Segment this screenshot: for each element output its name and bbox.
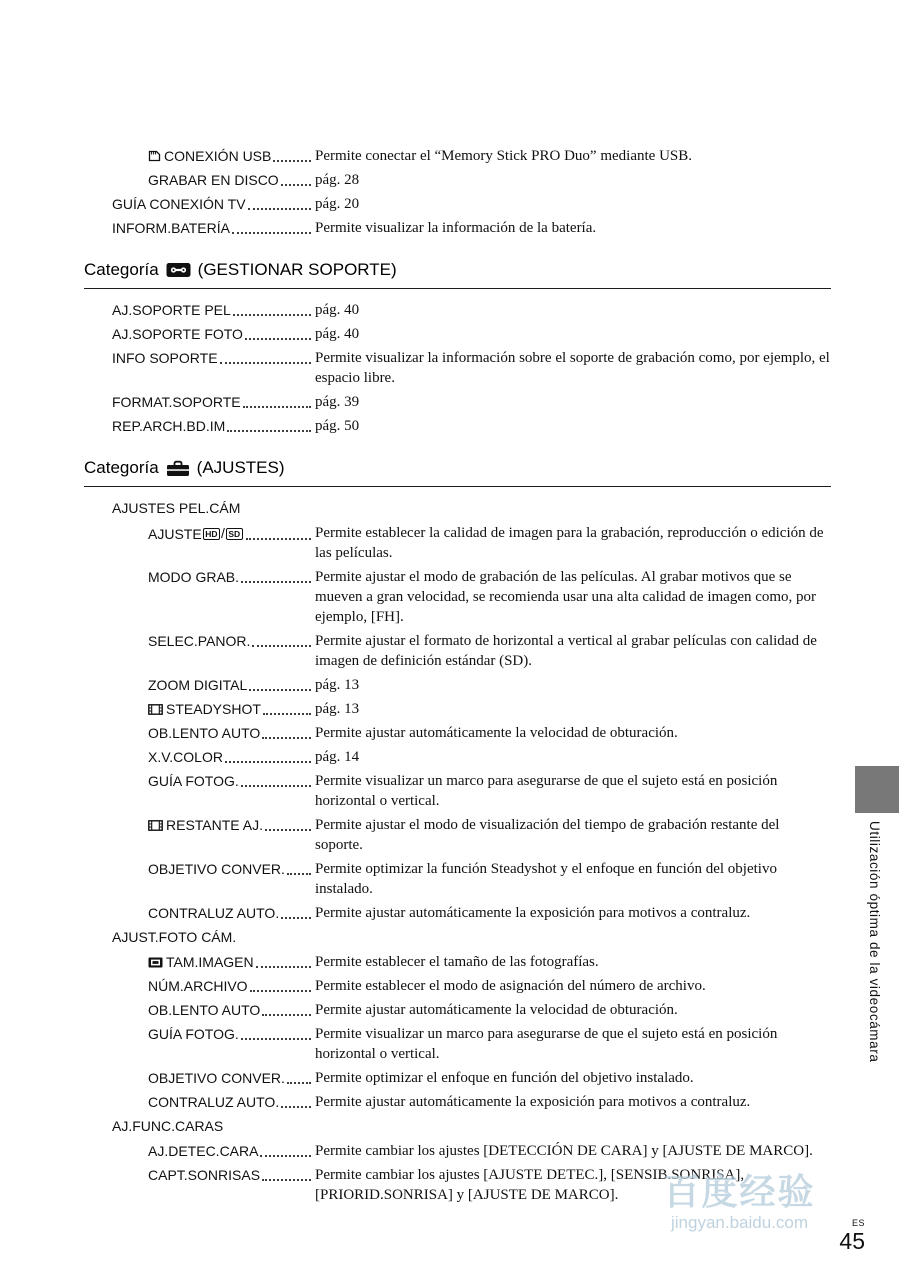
- menu-item-name-col: [112, 300, 315, 320]
- menu-row: [84, 348, 831, 388]
- menu-item-name-col: [148, 1092, 315, 1112]
- menu-row: [84, 1024, 831, 1064]
- menu-item-name-col: [148, 723, 315, 743]
- menu-item-desc: Permite ajustar automáticamente la exposición para motivos a contraluz.: [315, 1094, 751, 1110]
- menu-row: [84, 1092, 831, 1112]
- menu-item-desc: pág. 40: [315, 302, 360, 318]
- menu-item-name-col: [148, 699, 315, 719]
- chapter-tab-marker: [855, 766, 899, 813]
- leader-dots: [287, 1082, 311, 1084]
- menu-item-name: AJ.SOPORTE FOTO: [112, 326, 243, 342]
- menu-subsection-header: [84, 927, 831, 947]
- menu-row: [84, 146, 831, 166]
- menu-row: [84, 392, 831, 412]
- menu-item-name-col: [112, 498, 240, 518]
- language-code: ES: [851, 1218, 865, 1228]
- menu-item-desc: Permite visualizar un marco para asegurarse de que el sujeto está en posición horizontal o vertical.: [315, 773, 778, 809]
- menu-item-desc: Permite ajustar automáticamente la velocidad de obturación.: [315, 1002, 678, 1018]
- chapter-title-vertical: Utilización óptima de la videocámara: [867, 821, 882, 1063]
- menu-item-desc: pág. 40: [315, 326, 360, 342]
- menu-item-name-col: [148, 747, 315, 767]
- category-label: Categoría: [84, 458, 159, 477]
- menu-item-desc: Permite establecer el tamaño de las fotografías.: [315, 954, 599, 970]
- menu-item-name: AJUSTE: [148, 526, 202, 542]
- menu-item-desc: pág. 39: [315, 394, 360, 410]
- menu-item-name-col: [148, 952, 315, 972]
- menu-item-name: AJUST.FOTO CÁM.: [112, 929, 237, 945]
- menu-row: [84, 699, 831, 719]
- menu-item-desc: pág. 50: [315, 418, 360, 434]
- menu-row: [84, 1141, 831, 1161]
- menu-row: [84, 675, 831, 695]
- menu-item-name-col: [148, 1141, 315, 1161]
- menu-item-desc: pág. 13: [315, 701, 360, 717]
- menu-item-name: GUÍA FOTOG.: [148, 1026, 239, 1042]
- menu-item-name-col: [148, 1024, 315, 1044]
- leader-dots: [232, 232, 311, 234]
- photo-icon: [148, 957, 163, 968]
- menu-item-name-col: [148, 859, 315, 879]
- menu-item-name: STEADYSHOT: [166, 701, 261, 717]
- menu-item-desc: Permite visualizar un marco para asegurarse de que el sujeto está en posición horizontal o vertical.: [315, 1026, 778, 1062]
- menu-subsection-header: [84, 498, 831, 518]
- menu-row: [84, 903, 831, 923]
- menu-row: [84, 747, 831, 767]
- leader-dots: [227, 430, 311, 432]
- menu-row: [84, 324, 831, 344]
- menu-item-name-col: [112, 1116, 223, 1136]
- menu-item-name: CAPT.SONRISAS: [148, 1167, 261, 1183]
- menu-item-name: GUÍA FOTOG.: [148, 773, 239, 789]
- menu-item-name-col: [148, 771, 315, 791]
- category-label: Categoría: [84, 260, 159, 279]
- leader-dots: [250, 990, 311, 992]
- menu-item-desc: Permite establecer la calidad de imagen para la grabación, reproducción o edición de las películas.: [315, 525, 824, 561]
- menu-row: [84, 723, 831, 743]
- menu-item-name: AJ.DETEC.CARA: [148, 1143, 259, 1159]
- section-heading: [84, 258, 831, 289]
- menu-item-name-col: [112, 218, 315, 238]
- menu-item-name: OB.LENTO AUTO: [148, 725, 261, 741]
- leader-dots: [287, 873, 311, 875]
- menu-row: [84, 523, 831, 563]
- menu-item-desc: Permite cambiar los ajustes [DETECCIÓN DE CARA] y [AJUSTE DE MARCO].: [315, 1143, 813, 1159]
- menu-item-desc: Permite cambiar los ajustes [AJUSTE DETEC.], [SENSIB.SONRISA], [PRIORID.SONRISA] y [AJUSTE DE MARCO].: [315, 1167, 745, 1203]
- leader-dots: [281, 1106, 311, 1108]
- leader-dots: [245, 338, 311, 340]
- leader-dots: [256, 966, 311, 968]
- menu-item-name-col: [112, 927, 236, 947]
- menu-item-name-col: [148, 1165, 315, 1185]
- category-title: (AJUSTES): [196, 458, 285, 477]
- menu-row: [84, 815, 831, 855]
- menu-item-name-col: [148, 976, 315, 996]
- leader-dots: [241, 581, 311, 583]
- leader-dots: [241, 785, 311, 787]
- watermark-url: jingyan.baidu.com: [670, 1213, 809, 1232]
- leader-dots: [225, 761, 311, 763]
- menu-item-name-col: [148, 523, 315, 544]
- menu-row: [84, 1068, 831, 1088]
- menu-item-name: INFORM.BATERÍA: [112, 220, 230, 236]
- leader-dots: [252, 645, 311, 647]
- menu-item-desc: Permite visualizar la información sobre el soporte de grabación como, por ejemplo, el espacio libre.: [315, 350, 830, 386]
- menu-item-desc: Permite optimizar el enfoque en función del objetivo instalado.: [315, 1070, 694, 1086]
- menu-item-name: MODO GRAB.: [148, 569, 240, 585]
- menu-item-name: OBJETIVO CONVER.: [148, 861, 285, 877]
- menu-item-desc: pág. 20: [315, 196, 360, 212]
- menu-item-name-col: [148, 1068, 315, 1088]
- leader-dots: [273, 160, 311, 162]
- menu-item-name: INFO SOPORTE: [112, 350, 218, 366]
- menu-item-desc: Permite ajustar automáticamente la velocidad de obturación.: [315, 725, 678, 741]
- category-title: (GESTIONAR SOPORTE): [197, 260, 397, 279]
- menu-item-desc: Permite establecer el modo de asignación del número de archivo.: [315, 978, 706, 994]
- menu-item-desc: Permite ajustar el formato de horizontal a vertical al grabar películas con calidad de imagen de definición estándar (SD).: [315, 633, 817, 669]
- leader-dots: [262, 737, 311, 739]
- menu-row: [84, 631, 831, 671]
- menu-item-name: SELEC.PANOR.: [148, 633, 251, 649]
- menu-item-name-col: [148, 170, 315, 190]
- menu-row: [84, 1165, 831, 1205]
- menu-item-name: AJUSTES PEL.CÁM: [112, 500, 241, 516]
- menu-item-name: CONTRALUZ AUTO.: [148, 905, 280, 921]
- menu-item-name: REP.ARCH.BD.IM: [112, 418, 226, 434]
- menu-row: [84, 218, 831, 238]
- menu-item-name: NÚM.ARCHIVO: [148, 978, 248, 994]
- section-heading: [84, 456, 831, 487]
- watermark-logo: 百度经验: [663, 1171, 816, 1212]
- hd-quality-badge-icon: HD: [203, 528, 220, 540]
- menu-row: [84, 567, 831, 627]
- leader-dots: [281, 917, 311, 919]
- page-footer: [839, 1218, 865, 1254]
- menu-row: [84, 194, 831, 214]
- movie-icon: [148, 704, 163, 715]
- menu-item-name: GUÍA CONEXIÓN TV: [112, 196, 246, 212]
- menu-row: [84, 976, 831, 996]
- leader-dots: [263, 713, 311, 715]
- leader-dots: [220, 362, 311, 364]
- menu-item-desc: Permite conectar el “Memory Stick PRO Duo” mediante USB.: [315, 148, 692, 164]
- leader-dots: [233, 314, 311, 316]
- leader-dots: [246, 538, 311, 540]
- menu-item-name-col: [112, 324, 315, 344]
- menu-subsection-header: [84, 1116, 831, 1136]
- menu-item-desc: pág. 14: [315, 749, 360, 765]
- menu-item-desc: pág. 28: [315, 172, 360, 188]
- menu-item-name: GRABAR EN DISCO: [148, 172, 279, 188]
- menu-item-name: CONTRALUZ AUTO.: [148, 1094, 280, 1110]
- leader-dots: [248, 208, 311, 210]
- menu-item-name-col: [148, 567, 315, 587]
- leader-dots: [281, 184, 311, 186]
- menu-item-name-col: [148, 146, 315, 166]
- menu-item-name: TAM.IMAGEN: [166, 954, 254, 970]
- menu-row: [84, 1000, 831, 1020]
- leader-dots: [260, 1155, 311, 1157]
- menu-item-name: ZOOM DIGITAL: [148, 677, 248, 693]
- menu-item-name: CONEXIÓN USB: [164, 148, 272, 164]
- menu-item-name-col: [112, 194, 315, 214]
- leader-dots: [243, 406, 311, 408]
- menu-item-name: X.V.COLOR: [148, 749, 223, 765]
- menu-item-desc: Permite ajustar automáticamente la exposición para motivos a contraluz.: [315, 905, 751, 921]
- menu-row: [84, 300, 831, 320]
- memory-stick-icon: [148, 150, 161, 162]
- menu-item-desc: Permite visualizar la información de la batería.: [315, 220, 597, 236]
- menu-row: [84, 170, 831, 190]
- menu-item-name-col: [112, 416, 315, 436]
- menu-item-name-col: [148, 1000, 315, 1020]
- menu-item-name-col: [148, 903, 315, 923]
- menu-item-name-col: [148, 675, 315, 695]
- menu-item-name: FORMAT.SOPORTE: [112, 394, 241, 410]
- menu-item-desc: Permite optimizar la función Steadyshot y el enfoque en función del objetivo instalado.: [315, 861, 777, 897]
- leader-dots: [249, 689, 311, 691]
- leader-dots: [262, 1179, 311, 1181]
- movie-icon: [148, 820, 163, 831]
- sd-quality-badge-icon: SD: [226, 528, 243, 540]
- leader-dots: [265, 829, 311, 831]
- menu-item-name: AJ.SOPORTE PEL: [112, 302, 231, 318]
- badge-separator: /: [220, 525, 225, 541]
- menu-item-desc: Permite ajustar el modo de visualización del tiempo de grabación restante del soporte.: [315, 817, 780, 853]
- menu-row: [84, 952, 831, 972]
- toolbox-icon: [166, 460, 190, 477]
- menu-item-desc: Permite ajustar el modo de grabación de las películas. Al grabar motivos que se mueven a gran velocidad, se recomienda usar una alta calidad de imagen como, por ejemplo, [FH].: [315, 569, 817, 625]
- menu-item-desc: pág. 13: [315, 677, 360, 693]
- menu-item-name-col: [148, 631, 315, 651]
- menu-row: [84, 416, 831, 436]
- menu-item-name-col: [148, 815, 315, 835]
- menu-item-name: AJ.FUNC.CARAS: [112, 1118, 224, 1134]
- menu-item-name-col: [112, 348, 315, 368]
- leader-dots: [241, 1038, 311, 1040]
- page-number: 45: [839, 1228, 865, 1254]
- menu-item-name-col: [112, 392, 315, 412]
- menu-list: [84, 146, 831, 1209]
- leader-dots: [262, 1014, 311, 1016]
- menu-row: [84, 859, 831, 899]
- manage-media-icon: [166, 262, 191, 278]
- menu-item-name: OBJETIVO CONVER.: [148, 1070, 285, 1086]
- menu-item-name: OB.LENTO AUTO: [148, 1002, 261, 1018]
- menu-item-name: RESTANTE AJ.: [166, 817, 263, 833]
- menu-row: [84, 771, 831, 811]
